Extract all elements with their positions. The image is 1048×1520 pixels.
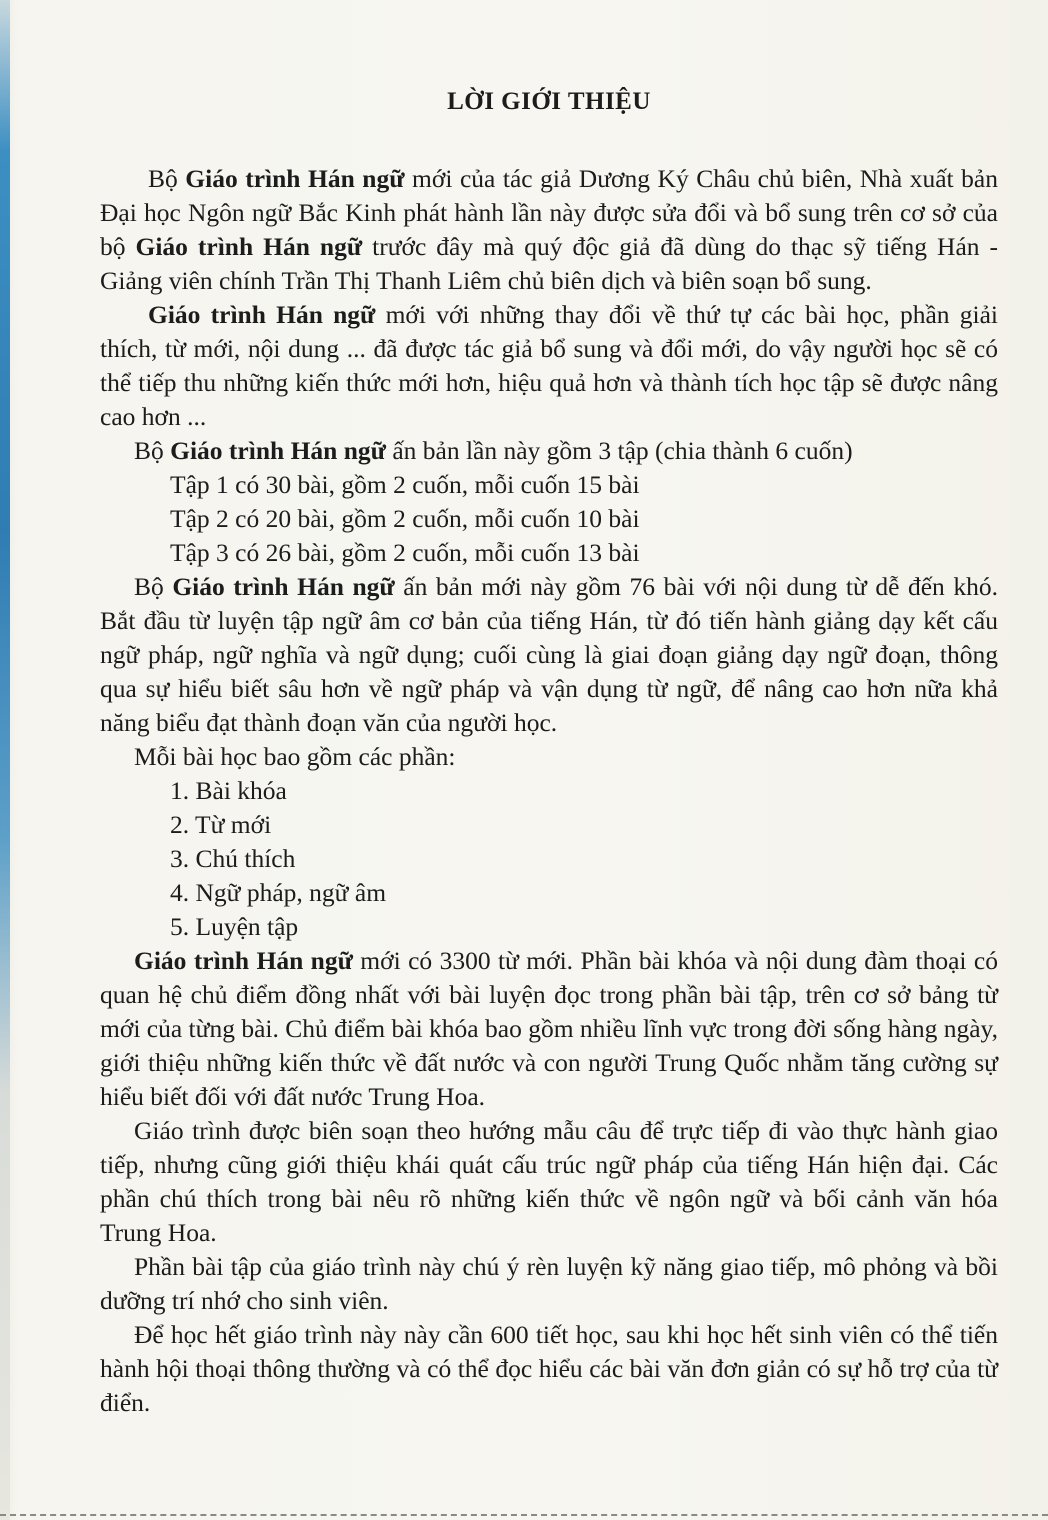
volume-item: Tập 2 có 20 bài, gồm 2 cuốn, mỗi cuốn 10 bài: [170, 504, 640, 533]
section-item: 2. Từ mới: [170, 810, 272, 839]
paragraph-4: Bộ Giáo trình Hán ngữ ấn bản mới này gồm 76 bài với nội dung từ dễ đến khó. Bắt đầu từ luyện tập ngữ âm cơ bản của tiếng Hán, từ đó tiến hành giảng dạy kết cấu ngữ pháp, ngữ nghĩa và ngữ dụng; cuối cùng là giai đoạn giảng dạy ngữ đoạn, thông qua sự hiểu biết sâu hơn về ngữ pháp và vận dụng từ ngữ, để nâng cao hơn nữa khả năng biểu đạt thành đoạn văn của người học.: [100, 572, 998, 737]
book-name: Giáo trình Hán ngữ: [135, 232, 363, 261]
paragraph-6: Giáo trình Hán ngữ mới có 3300 từ mới. Phần bài khóa và nội dung đàm thoại có quan hệ chủ điểm đồng nhất với bài luyện đọc trong phần bài tập, trên cơ sở bảng từ mới của từng bài. Chủ điểm bài khóa bao gồm nhiều lĩnh vực trong đời sống hàng ngày, giới thiệu những kiến thức về đất nước và con người Trung Quốc nhằm tăng cường sự hiểu biết đối với đất nước Trung Hoa.: [100, 946, 998, 1111]
paragraph-3: Bộ Giáo trình Hán ngữ ấn bản lần này gồm 3 tập (chia thành 6 cuốn): [134, 436, 853, 465]
book-name: Giáo trình Hán ngữ: [172, 572, 395, 601]
paragraph-1: Bộ Giáo trình Hán ngữ mới của tác giả Dương Ký Châu chủ biên, Nhà xuất bản Đại học Ngôn ngữ Bắc Kinh phát hành lần này được sửa đổi và bổ sung trên cơ sở của bộ Giáo trình Hán ngữ trước đây mà quý độc giả đã dùng do thạc sỹ tiếng Hán - Giảng viên chính Trần Thị Thanh Liêm chủ biên dịch và biên soạn bổ sung.: [100, 164, 999, 295]
section-item: 4. Ngữ pháp, ngữ âm: [170, 878, 387, 907]
volume-item: Tập 1 có 30 bài, gồm 2 cuốn, mỗi cuốn 15 bài: [170, 470, 640, 499]
paragraph-2: Giáo trình Hán ngữ mới với những thay đổi về thứ tự các bài học, phần giải thích, từ mới, nội dung ... đã được tác giả bổ sung và đổi mới, do vậy người học sẽ có thể tiếp thu những kiến thức mới hơn, hiệu quả hơn và thành tích học tập sẽ được nâng cao hơn ...: [100, 300, 998, 431]
paragraph-7: Giáo trình được biên soạn theo hướng mẫu câu để trực tiếp đi vào thực hành giao tiếp, nhưng cũng giới thiệu khái quát cấu trúc ngữ pháp của tiếng Hán hiện đại. Các phần chú thích trong bài nêu rõ những kiến thức về ngôn ngữ và bối cảnh văn hóa Trung Hoa.: [100, 1116, 998, 1247]
section-item: 1. Bài khóa: [170, 776, 287, 805]
section-item: 3. Chú thích: [170, 844, 296, 873]
book-name: Giáo trình Hán ngữ: [170, 436, 386, 465]
book-name: Giáo trình Hán ngữ: [134, 946, 353, 975]
page-left-edge: [0, 0, 10, 1520]
book-name: Giáo trình Hán ngữ: [185, 164, 405, 193]
section-item: 5. Luyện tập: [170, 912, 299, 941]
paragraph-5: Mỗi bài học bao gồm các phần:: [134, 742, 456, 771]
paragraph-9: Để học hết giáo trình này này cần 600 tiết học, sau khi học hết sinh viên có thể tiến hành hội thoại thông thường và có thể đọc hiểu các bài văn đơn giản có sự hỗ trợ của từ điển.: [100, 1320, 998, 1417]
book-name: Giáo trình Hán ngữ: [148, 300, 376, 329]
bottom-scan-edge: [0, 1514, 1048, 1516]
page-title: LỜI GIỚI THIỆU: [447, 88, 651, 115]
page-content: [100, 84, 998, 1420]
volume-item: Tập 3 có 26 bài, gồm 2 cuốn, mỗi cuốn 13 bài: [170, 538, 640, 567]
paragraph-8: Phần bài tập của giáo trình này chú ý rèn luyện kỹ năng giao tiếp, mô phỏng và bồi dưỡng trí nhớ cho sinh viên.: [100, 1252, 998, 1315]
